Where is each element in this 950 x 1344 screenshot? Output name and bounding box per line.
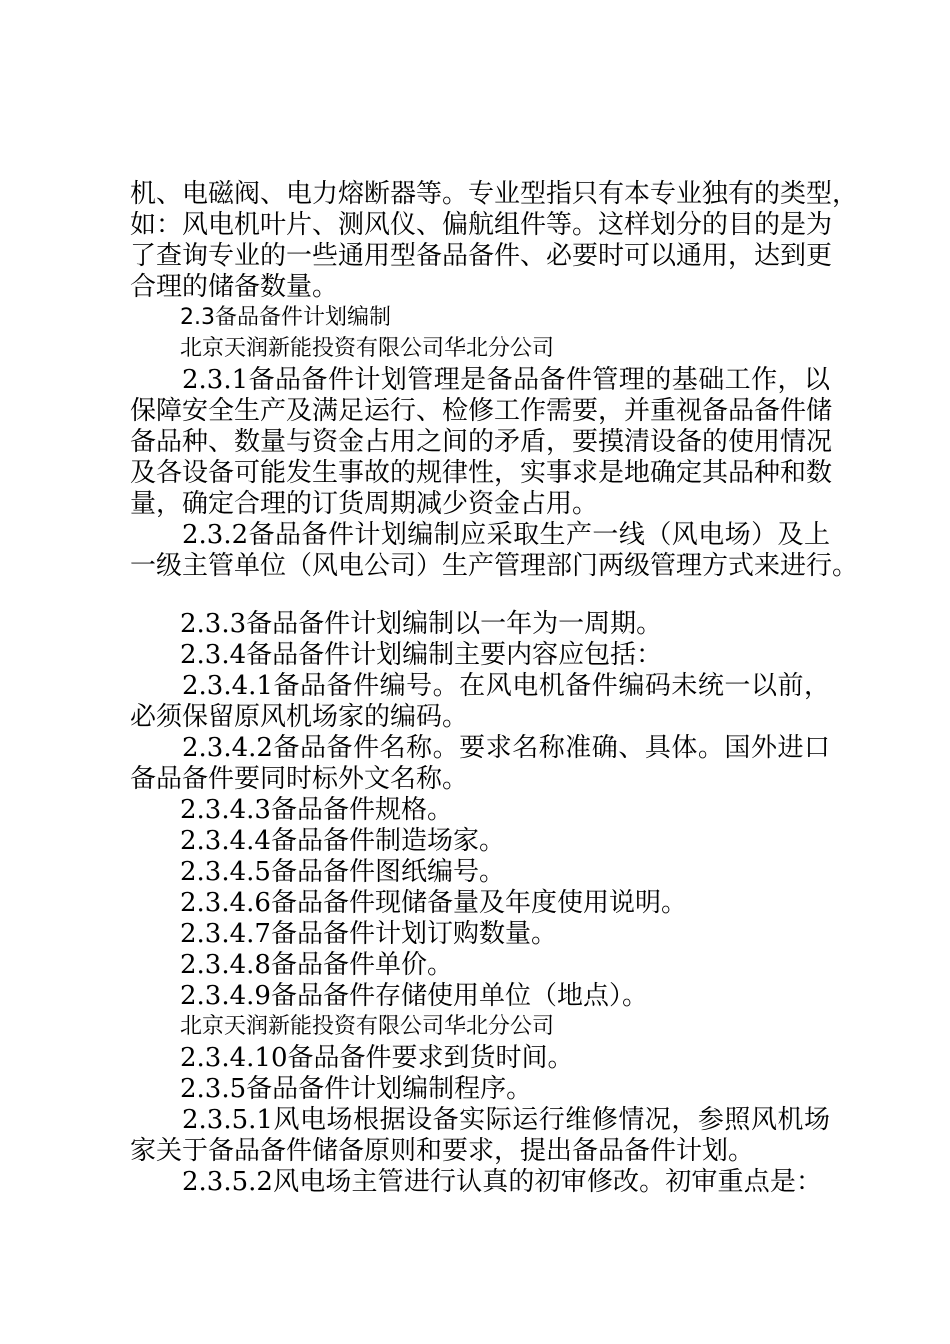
text-line: 及各设备可能发生事故的规律性，实事求是地确定其品种和数 <box>130 458 833 488</box>
text-line: 2.3.4.5备品备件图纸编号。 <box>180 857 505 887</box>
text-line: 2.3.5备品备件计划编制程序。 <box>180 1074 533 1104</box>
text-line: 保障安全生产及满足运行、检修工作需要，并重视备品备件储 <box>130 396 833 426</box>
text-line: 备品种、数量与资金占用之间的矛盾，要摸清设备的使用情况 <box>130 427 833 457</box>
text-line: 2.3.5.1风电场根据设备实际运行维修情况，参照风机场 <box>182 1105 830 1135</box>
company-name: 北京天润新能投资有限公司华北分公司 <box>180 336 555 361</box>
text-line: 备品备件要同时标外文名称。 <box>130 764 469 794</box>
text-line: 家关于备品备件储备原则和要求，提出备品备件计划。 <box>130 1136 755 1166</box>
text-line: 2.3.4.3备品备件规格。 <box>180 795 453 825</box>
text-line: 量，确定合理的订货周期减少资金占用。 <box>130 489 599 519</box>
text-line: 2.3.5.2风电场主管进行认真的初审修改。初审重点是： <box>182 1167 822 1197</box>
text-line: 了查询专业的一些通用型备品备件、必要时可以通用，达到更 <box>130 241 833 271</box>
text-line: 2.3.4.8备品备件单价。 <box>180 950 453 980</box>
text-line: 一级主管单位（风电公司）生产管理部门两级管理方式来进行。 <box>130 551 859 581</box>
text-line: 如：风电机叶片、测风仪、偏航组件等。这样划分的目的是为 <box>130 210 833 240</box>
text-line: 2.3.4备品备件计划编制主要内容应包括： <box>180 640 663 670</box>
text-line: 合理的储备数量。 <box>130 272 339 302</box>
text-line: 2.3.3备品备件计划编制以一年为一周期。 <box>180 609 663 639</box>
text-line: 2.3.4.7备品备件计划订购数量。 <box>180 919 557 949</box>
text-line: 机、电磁阀、电力熔断器等。专业型指只有本专业独有的类型， <box>130 179 859 209</box>
section-heading: 2.3备品备件计划编制 <box>180 305 391 330</box>
text-line: 2.3.2备品备件计划编制应采取生产一线（风电场）及上 <box>182 520 830 550</box>
text-line: 2.3.4.10备品备件要求到货时间。 <box>180 1043 574 1073</box>
text-line: 2.3.4.4备品备件制造场家。 <box>180 826 505 856</box>
text-line: 2.3.4.2备品备件名称。要求名称准确、具体。国外进口 <box>182 733 830 763</box>
company-name: 北京天润新能投资有限公司华北分公司 <box>180 1014 555 1039</box>
text-line: 必须保留原风机场家的编码。 <box>130 702 469 732</box>
text-line: 2.3.4.1备品备件编号。在风电机备件编码未统一以前， <box>182 671 830 701</box>
text-line: 2.3.1备品备件计划管理是备品备件管理的基础工作，以 <box>182 365 830 395</box>
text-line: 2.3.4.9备品备件存储使用单位（地点）。 <box>180 981 648 1011</box>
text-line: 2.3.4.6备品备件现储备量及年度使用说明。 <box>180 888 687 918</box>
